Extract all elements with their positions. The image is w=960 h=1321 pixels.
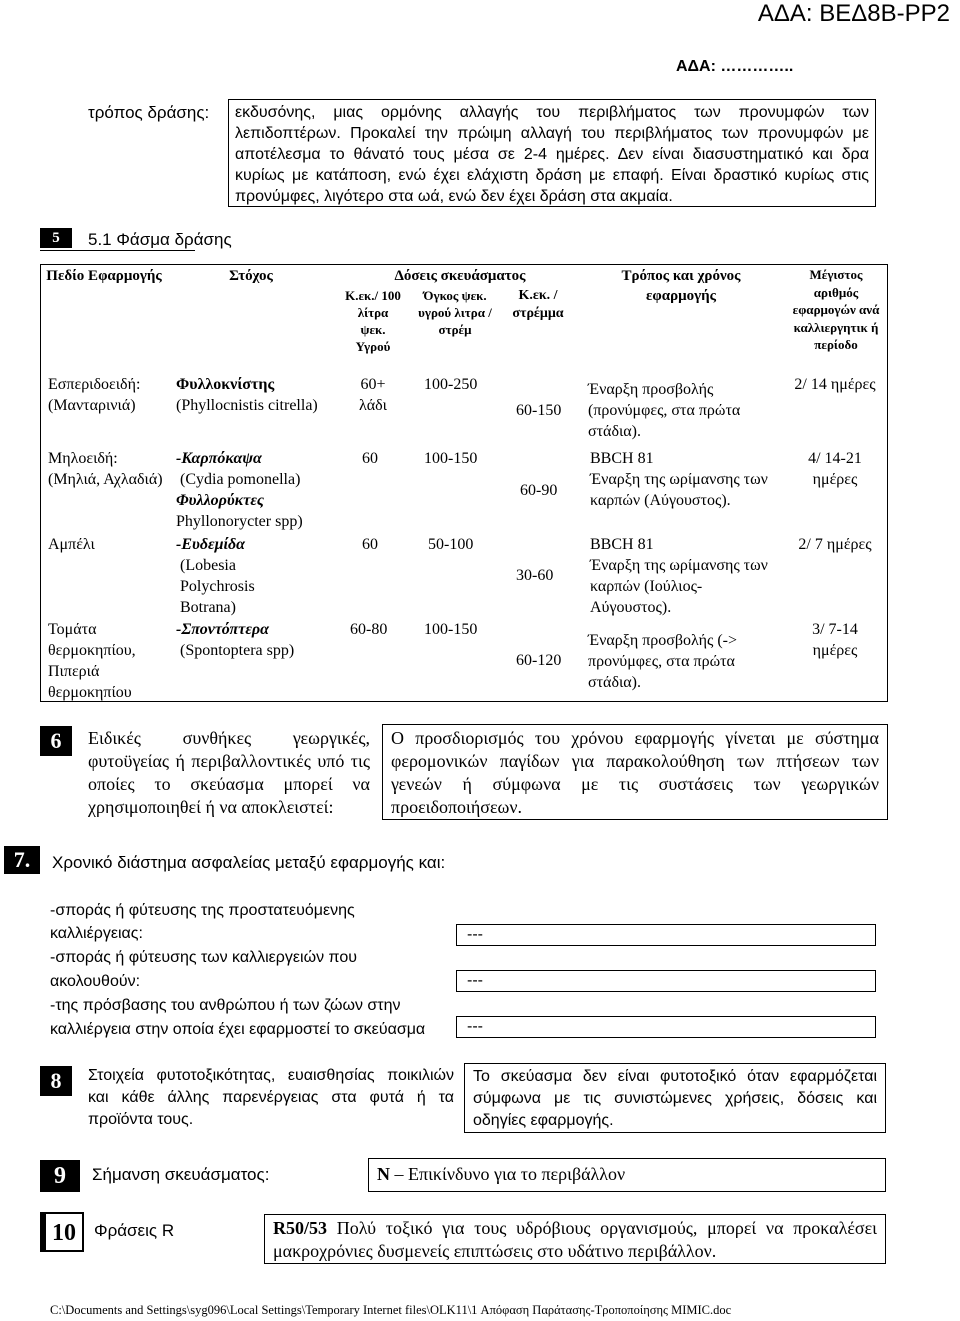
ada-top: ΑΔΑ: ΒΕΔ8Β-ΡΡ2 bbox=[757, 0, 950, 27]
section-9-number: 9 bbox=[40, 1160, 80, 1192]
row4-volume: 100-150 bbox=[424, 621, 478, 638]
header-dose-cc100: Κ.εκ./ 100 λίτρα ψεκ. Υγρού bbox=[345, 288, 401, 354]
row4-target: -Σποντόπτερα (Spontoptera spp) bbox=[176, 621, 295, 659]
row3-field: Αμπέλι bbox=[48, 536, 95, 553]
header-field: Πεδίο Εφαρμογής bbox=[46, 268, 162, 284]
section-7-value-1: --- bbox=[456, 924, 876, 946]
section-8-number: 8 bbox=[40, 1066, 72, 1096]
action-text-box bbox=[228, 99, 876, 207]
section-7-value-2: --- bbox=[456, 970, 876, 992]
section-6-value-box bbox=[382, 724, 888, 820]
row4-field: Τομάτα θερμοκηπίου, Πιπεριά θερμοκηπίου bbox=[48, 621, 136, 701]
row2-target: -Καρπόκαψα (Cydia pomonella) Φυλλορύκτες Phyllonorycter spp) bbox=[176, 450, 303, 530]
row2-ccstr: 60-90 bbox=[520, 482, 558, 499]
row1-method: Έναρξη προσβολής (προνύμφες, στα πρώτα στάδια). bbox=[588, 381, 741, 440]
row1-cc100: 60+ λάδι bbox=[359, 376, 387, 414]
row3-ccstr: 30-60 bbox=[516, 567, 554, 584]
header-dose-volume: Όγκος ψεκ. υγρού λιτρα / στρέμ bbox=[418, 288, 492, 337]
section-5-title: 5.1 Φάσμα δράσης bbox=[88, 230, 232, 249]
section-7-value-3: --- bbox=[456, 1016, 876, 1038]
section-7-title: Χρονικό διάστημα ασφαλείας μεταξύ εφαρμογής και: bbox=[52, 853, 446, 872]
row4-ccstr: 60-120 bbox=[516, 652, 562, 669]
row3-max: 2/ 7 ημέρες bbox=[798, 536, 872, 553]
section-6-label: Ειδικές συνθήκες γεωργικές, φυτοϋγείας ή περιβαλλοντικές υπό τις οποίες το σκεύασμα μπορεί να χρησιμοποιηθεί ή να αποκλειστεί: bbox=[88, 728, 370, 817]
row1-max: 2/ 14 ημέρες bbox=[794, 376, 876, 393]
ada-bottom: ΑΔΑ: ………….. bbox=[676, 58, 794, 75]
header-method: Τρόπος και χρόνος εφαρμογής bbox=[621, 268, 741, 304]
row2-field: Μηλοειδή: (Μηλιά, Αχλαδιά) bbox=[48, 450, 163, 488]
row2-method: BBCH 81 Έναρξη της ωρίμανσης των καρπών (Αύγουστος). bbox=[590, 450, 768, 509]
section-6-number: 6 bbox=[40, 726, 72, 756]
row1-ccstr: 60-150 bbox=[516, 402, 562, 419]
row1-field: Εσπεριδοειδή: (Μανταρινιά) bbox=[48, 376, 141, 414]
section-7-item-3: -της πρόσβασης του ανθρώπου ή των ζώων στην καλλιέργεια στην οποία έχει εφαρμοστεί το σκεύασμα bbox=[50, 997, 426, 1038]
row3-target: -Ευδεμίδα (Lobesia Polychrosis Botrana) bbox=[176, 536, 255, 616]
row2-max: 4/ 14-21 ημέρες bbox=[808, 450, 862, 488]
section-8-value-box bbox=[464, 1063, 886, 1133]
footer-path: C:\Documents and Settings\syg096\Local Settings\Temporary Internet files\OLK11\1 Απόφαση Παράτασης-Τροποποίησης MIMIC.doc bbox=[50, 1303, 732, 1317]
section-8-value: Το σκεύασμα δεν είναι φυτοτοξικό όταν εφαρμόζεται σύμφωνα με τις συνιστώμενες χρήσεις, δόσεις και οδηγίες εφαρμογής. bbox=[473, 1068, 877, 1129]
section-9-label: Σήμανση σκευάσματος: bbox=[92, 1165, 270, 1184]
row2-volume: 100-150 bbox=[424, 450, 478, 467]
row1-target: Φυλλοκνίστης (Phyllocnistis citrella) bbox=[176, 376, 318, 414]
section-7-number: 7. bbox=[4, 846, 40, 874]
action-label: τρόπος δράσης: bbox=[88, 103, 210, 122]
section-6-value: Ο προσδιορισμός του χρόνου εφαρμογής γίνεται με σύστημα φερομονικών παγίδων για παρακολούθηση των πτήσεων των γενεών ή σύμφωνα με τις συστάσεις των γεωργικών προειδοποιήσεων. bbox=[391, 728, 879, 817]
section-8-label: Στοιχεία φυτοτοξικότητας, ευαισθησίας ποικιλιών και κάθε άλλης παρενέργειας στα φυτά ή τα προϊόντα τους. bbox=[88, 1067, 454, 1128]
header-target: Στόχος bbox=[229, 268, 273, 284]
section-10-number: 10 bbox=[40, 1212, 84, 1252]
header-max: Μέγιστος αριθμός εφαρμογών ανά καλλιεργητικ ή περίοδο bbox=[792, 267, 880, 352]
section-7-item-1: -σποράς ή φύτευσης της προστατευόμενης καλλιέργειας: bbox=[50, 902, 355, 942]
section-9-value-box: N – Επικίνδυνο για το περιβάλλον bbox=[368, 1158, 886, 1192]
row3-cc100: 60 bbox=[362, 536, 378, 553]
row4-cc100: 60-80 bbox=[350, 621, 388, 638]
row2-cc100: 60 bbox=[362, 450, 378, 467]
section-5-underline bbox=[40, 250, 195, 251]
row3-method: BBCH 81 Έναρξη της ωρίμανσης των καρπών (Ιούλιος-Αύγουστος). bbox=[590, 536, 768, 616]
row4-max: 3/ 7-14 ημέρες bbox=[812, 621, 858, 659]
row4-method: Έναρξη προσβολής (-> προνύμφες, στα πρώτα στάδια). bbox=[588, 632, 738, 691]
action-text: εκδυσόνης, μιας ορμόνης αλλαγής του περιβλήματος των προνυμφών των λεπιδοπτέρων. Προκαλεί την πρώιμη αλλαγή του περιβλήματος των προνυμφών με αποτέλεσμα το θάνατό τους μέσα σε 2-4 ημέρες. Δεν είναι διασυστηματικό και δρα κυρίως με κατάποση, ενώ έχει ελάχιστη δράση με επαφή. Είναι δραστικό κυρίως στις προνύμφες, λιγότερο στα ωά, ενώ δεν έχει δράση στα ακμαία. bbox=[235, 104, 869, 205]
section-10-label: Φράσεις R bbox=[94, 1221, 175, 1240]
row1-volume: 100-250 bbox=[424, 376, 478, 393]
section-7-item-2: -σποράς ή φύτευσης των καλλιεργειών που ακολουθούν: bbox=[50, 949, 357, 990]
header-dose-ccstr: Κ.εκ. / στρέμμα bbox=[512, 288, 564, 321]
section-5-number: 5 bbox=[40, 228, 72, 248]
header-doses: Δόσεις σκευάσματος bbox=[394, 268, 526, 284]
section-10-value-box: R50/53 Πολύ τοξικό για τους υδρόβιους οργανισμούς, μπορεί να προκαλέσει μακροχρόνιες δυσμενείς επιπτώσεις στο υδάτινο περιβάλλον. bbox=[264, 1214, 886, 1264]
row3-volume: 50-100 bbox=[428, 536, 474, 553]
